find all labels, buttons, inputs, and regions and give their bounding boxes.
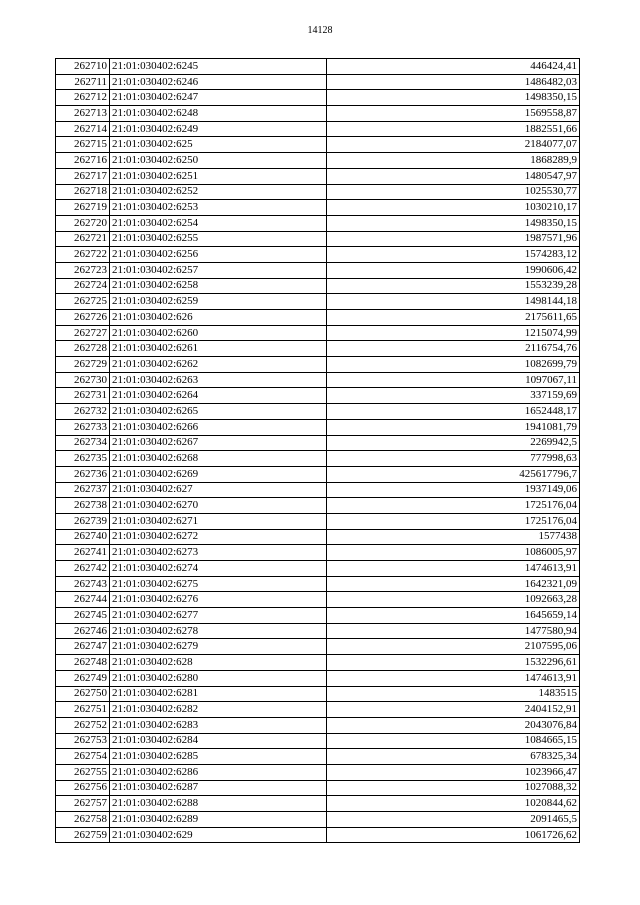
row-number-cell: 262723: [56, 262, 110, 278]
row-number-cell: 262753: [56, 733, 110, 749]
cadastral-number-cell: 21:01:030402:6285: [110, 749, 327, 765]
value-cell: 2043076,84: [327, 717, 580, 733]
table-row: [56, 686, 580, 702]
row-number-cell: 262719: [56, 200, 110, 216]
row-number-cell: 262711: [56, 74, 110, 90]
table-row: [56, 592, 580, 608]
table-row: [56, 357, 580, 373]
row-number-cell: 262755: [56, 764, 110, 780]
value-cell: 1725176,04: [327, 513, 580, 529]
row-number-cell: 262728: [56, 341, 110, 357]
value-cell: 1569558,87: [327, 106, 580, 122]
cadastral-number-cell: 21:01:030402:6268: [110, 451, 327, 467]
row-number-cell: 262714: [56, 121, 110, 137]
cadastral-number-cell: 21:01:030402:6288: [110, 796, 327, 812]
cadastral-number-cell: 21:01:030402:6289: [110, 812, 327, 828]
table-row: [56, 404, 580, 420]
cadastral-number-cell: 21:01:030402:6267: [110, 435, 327, 451]
table-row: [56, 59, 580, 75]
cadastral-number-cell: 21:01:030402:6280: [110, 670, 327, 686]
row-number-cell: 262744: [56, 592, 110, 608]
value-cell: 1092663,28: [327, 592, 580, 608]
value-cell: 2269942,5: [327, 435, 580, 451]
cadastral-number-cell: 21:01:030402:6286: [110, 764, 327, 780]
value-cell: 678325,34: [327, 749, 580, 765]
value-cell: 425617796,7: [327, 466, 580, 482]
row-number-cell: 262748: [56, 655, 110, 671]
cadastral-number-cell: 21:01:030402:6269: [110, 466, 327, 482]
value-cell: 1553239,28: [327, 278, 580, 294]
table-row: [56, 827, 580, 843]
table-row: [56, 812, 580, 828]
value-cell: 1483515: [327, 686, 580, 702]
row-number-cell: 262747: [56, 639, 110, 655]
table-row: [56, 184, 580, 200]
cadastral-value-table: [55, 58, 580, 843]
cadastral-number-cell: 21:01:030402:6283: [110, 717, 327, 733]
value-cell: 1480547,97: [327, 168, 580, 184]
value-cell: 1642321,09: [327, 576, 580, 592]
table-row: [56, 200, 580, 216]
table-row: [56, 451, 580, 467]
row-number-cell: 262741: [56, 545, 110, 561]
value-cell: 1061726,62: [327, 827, 580, 843]
table-row: [56, 341, 580, 357]
value-cell: 1082699,79: [327, 357, 580, 373]
value-cell: 1086005,97: [327, 545, 580, 561]
row-number-cell: 262722: [56, 247, 110, 263]
cadastral-number-cell: 21:01:030402:6271: [110, 513, 327, 529]
cadastral-number-cell: 21:01:030402:625: [110, 137, 327, 153]
table-row: [56, 74, 580, 90]
row-number-cell: 262751: [56, 702, 110, 718]
row-number-cell: 262724: [56, 278, 110, 294]
cadastral-number-cell: 21:01:030402:6278: [110, 623, 327, 639]
row-number-cell: 262746: [56, 623, 110, 639]
value-cell: 1990606,42: [327, 262, 580, 278]
table-row: [56, 749, 580, 765]
row-number-cell: 262759: [56, 827, 110, 843]
row-number-cell: 262725: [56, 294, 110, 310]
value-cell: 2107595,06: [327, 639, 580, 655]
value-cell: 1498350,15: [327, 90, 580, 106]
cadastral-number-cell: 21:01:030402:6246: [110, 74, 327, 90]
table-row: [56, 215, 580, 231]
table-row: [56, 168, 580, 184]
table-row: [56, 121, 580, 137]
value-cell: 1097067,11: [327, 372, 580, 388]
value-cell: 1577438: [327, 529, 580, 545]
table-row: [56, 231, 580, 247]
table-row: [56, 670, 580, 686]
cadastral-number-cell: 21:01:030402:6257: [110, 262, 327, 278]
table-row: [56, 388, 580, 404]
row-number-cell: 262721: [56, 231, 110, 247]
row-number-cell: 262743: [56, 576, 110, 592]
row-number-cell: 262727: [56, 325, 110, 341]
cadastral-number-cell: 21:01:030402:6275: [110, 576, 327, 592]
cadastral-number-cell: 21:01:030402:628: [110, 655, 327, 671]
cadastral-number-cell: 21:01:030402:6249: [110, 121, 327, 137]
cadastral-number-cell: 21:01:030402:6251: [110, 168, 327, 184]
value-cell: 337159,69: [327, 388, 580, 404]
value-cell: 1023966,47: [327, 764, 580, 780]
value-cell: 1474613,91: [327, 670, 580, 686]
table-row: [56, 717, 580, 733]
cadastral-number-cell: 21:01:030402:6260: [110, 325, 327, 341]
page-number: 14128: [307, 25, 333, 36]
row-number-cell: 262733: [56, 419, 110, 435]
table-row: [56, 325, 580, 341]
row-number-cell: 262729: [56, 357, 110, 373]
value-cell: 1652448,17: [327, 404, 580, 420]
table-row: [56, 153, 580, 169]
value-cell: 1027088,32: [327, 780, 580, 796]
row-number-cell: 262757: [56, 796, 110, 812]
value-cell: 1987571,96: [327, 231, 580, 247]
row-number-cell: 262735: [56, 451, 110, 467]
table-row: [56, 310, 580, 326]
table-row: [56, 498, 580, 514]
value-cell: 1532296,61: [327, 655, 580, 671]
row-number-cell: 262732: [56, 404, 110, 420]
cadastral-number-cell: 21:01:030402:6281: [110, 686, 327, 702]
row-number-cell: 262731: [56, 388, 110, 404]
row-number-cell: 262758: [56, 812, 110, 828]
cadastral-number-cell: 21:01:030402:6248: [110, 106, 327, 122]
cadastral-number-cell: 21:01:030402:6247: [110, 90, 327, 106]
value-cell: 777998,63: [327, 451, 580, 467]
value-cell: 1574283,12: [327, 247, 580, 263]
cadastral-number-cell: 21:01:030402:6259: [110, 294, 327, 310]
value-cell: 2116754,76: [327, 341, 580, 357]
cadastral-number-cell: 21:01:030402:626: [110, 310, 327, 326]
cadastral-number-cell: 21:01:030402:6277: [110, 608, 327, 624]
table-row: [56, 106, 580, 122]
row-number-cell: 262750: [56, 686, 110, 702]
table-row: [56, 137, 580, 153]
table-row: [56, 419, 580, 435]
cadastral-number-cell: 21:01:030402:6273: [110, 545, 327, 561]
value-cell: 1020844,62: [327, 796, 580, 812]
row-number-cell: 262740: [56, 529, 110, 545]
row-number-cell: 262720: [56, 215, 110, 231]
table-row: [56, 780, 580, 796]
value-cell: 2404152,91: [327, 702, 580, 718]
value-cell: 1215074,99: [327, 325, 580, 341]
table-row: [56, 278, 580, 294]
table-row: [56, 466, 580, 482]
value-cell: 446424,41: [327, 59, 580, 75]
row-number-cell: 262716: [56, 153, 110, 169]
cadastral-number-cell: 21:01:030402:6287: [110, 780, 327, 796]
value-cell: 1474613,91: [327, 561, 580, 577]
cadastral-number-cell: 21:01:030402:6284: [110, 733, 327, 749]
cadastral-number-cell: 21:01:030402:6264: [110, 388, 327, 404]
cadastral-number-cell: 21:01:030402:629: [110, 827, 327, 843]
cadastral-number-cell: 21:01:030402:6274: [110, 561, 327, 577]
table-row: [56, 247, 580, 263]
row-number-cell: 262713: [56, 106, 110, 122]
cadastral-number-cell: 21:01:030402:6266: [110, 419, 327, 435]
cadastral-number-cell: 21:01:030402:6258: [110, 278, 327, 294]
row-number-cell: 262752: [56, 717, 110, 733]
cadastral-number-cell: 21:01:030402:6272: [110, 529, 327, 545]
table-row: [56, 702, 580, 718]
cadastral-number-cell: 21:01:030402:6254: [110, 215, 327, 231]
table-row: [56, 764, 580, 780]
row-number-cell: 262717: [56, 168, 110, 184]
value-cell: 2175611,65: [327, 310, 580, 326]
cadastral-number-cell: 21:01:030402:6252: [110, 184, 327, 200]
table-row: [56, 796, 580, 812]
table-row: [56, 294, 580, 310]
cadastral-number-cell: 21:01:030402:6276: [110, 592, 327, 608]
value-cell: 1084665,15: [327, 733, 580, 749]
row-number-cell: 262718: [56, 184, 110, 200]
cadastral-number-cell: 21:01:030402:6261: [110, 341, 327, 357]
table-body: [56, 59, 580, 843]
row-number-cell: 262712: [56, 90, 110, 106]
value-cell: 1645659,14: [327, 608, 580, 624]
row-number-cell: 262734: [56, 435, 110, 451]
cadastral-number-cell: 21:01:030402:6265: [110, 404, 327, 420]
value-cell: 1882551,66: [327, 121, 580, 137]
cadastral-number-cell: 21:01:030402:6263: [110, 372, 327, 388]
value-cell: 2184077,07: [327, 137, 580, 153]
table-row: [56, 733, 580, 749]
value-cell: 2091465,5: [327, 812, 580, 828]
table-row: [56, 623, 580, 639]
cadastral-number-cell: 21:01:030402:6270: [110, 498, 327, 514]
row-number-cell: 262756: [56, 780, 110, 796]
row-number-cell: 262749: [56, 670, 110, 686]
table-row: [56, 90, 580, 106]
value-cell: 1868289,9: [327, 153, 580, 169]
table-row: [56, 608, 580, 624]
row-number-cell: 262739: [56, 513, 110, 529]
value-cell: 1030210,17: [327, 200, 580, 216]
cadastral-number-cell: 21:01:030402:6245: [110, 59, 327, 75]
value-cell: 1498144,18: [327, 294, 580, 310]
value-cell: 1941081,79: [327, 419, 580, 435]
value-cell: 1486482,03: [327, 74, 580, 90]
table-row: [56, 561, 580, 577]
row-number-cell: 262726: [56, 310, 110, 326]
row-number-cell: 262745: [56, 608, 110, 624]
table-row: [56, 655, 580, 671]
row-number-cell: 262754: [56, 749, 110, 765]
table-row: [56, 639, 580, 655]
table-row: [56, 513, 580, 529]
row-number-cell: 262715: [56, 137, 110, 153]
cadastral-number-cell: 21:01:030402:6250: [110, 153, 327, 169]
table-row: [56, 262, 580, 278]
value-cell: 1937149,06: [327, 482, 580, 498]
cadastral-number-cell: 21:01:030402:6262: [110, 357, 327, 373]
row-number-cell: 262730: [56, 372, 110, 388]
table-row: [56, 482, 580, 498]
table-row: [56, 576, 580, 592]
value-cell: 1498350,15: [327, 215, 580, 231]
row-number-cell: 262710: [56, 59, 110, 75]
cadastral-number-cell: 21:01:030402:6255: [110, 231, 327, 247]
row-number-cell: 262738: [56, 498, 110, 514]
row-number-cell: 262736: [56, 466, 110, 482]
value-cell: 1477580,94: [327, 623, 580, 639]
cadastral-number-cell: 21:01:030402:627: [110, 482, 327, 498]
table-row: [56, 435, 580, 451]
value-cell: 1725176,04: [327, 498, 580, 514]
row-number-cell: 262737: [56, 482, 110, 498]
cadastral-number-cell: 21:01:030402:6282: [110, 702, 327, 718]
cadastral-number-cell: 21:01:030402:6256: [110, 247, 327, 263]
cadastral-number-cell: 21:01:030402:6279: [110, 639, 327, 655]
value-cell: 1025530,77: [327, 184, 580, 200]
row-number-cell: 262742: [56, 561, 110, 577]
table-row: [56, 545, 580, 561]
table-row: [56, 529, 580, 545]
table-row: [56, 372, 580, 388]
cadastral-number-cell: 21:01:030402:6253: [110, 200, 327, 216]
